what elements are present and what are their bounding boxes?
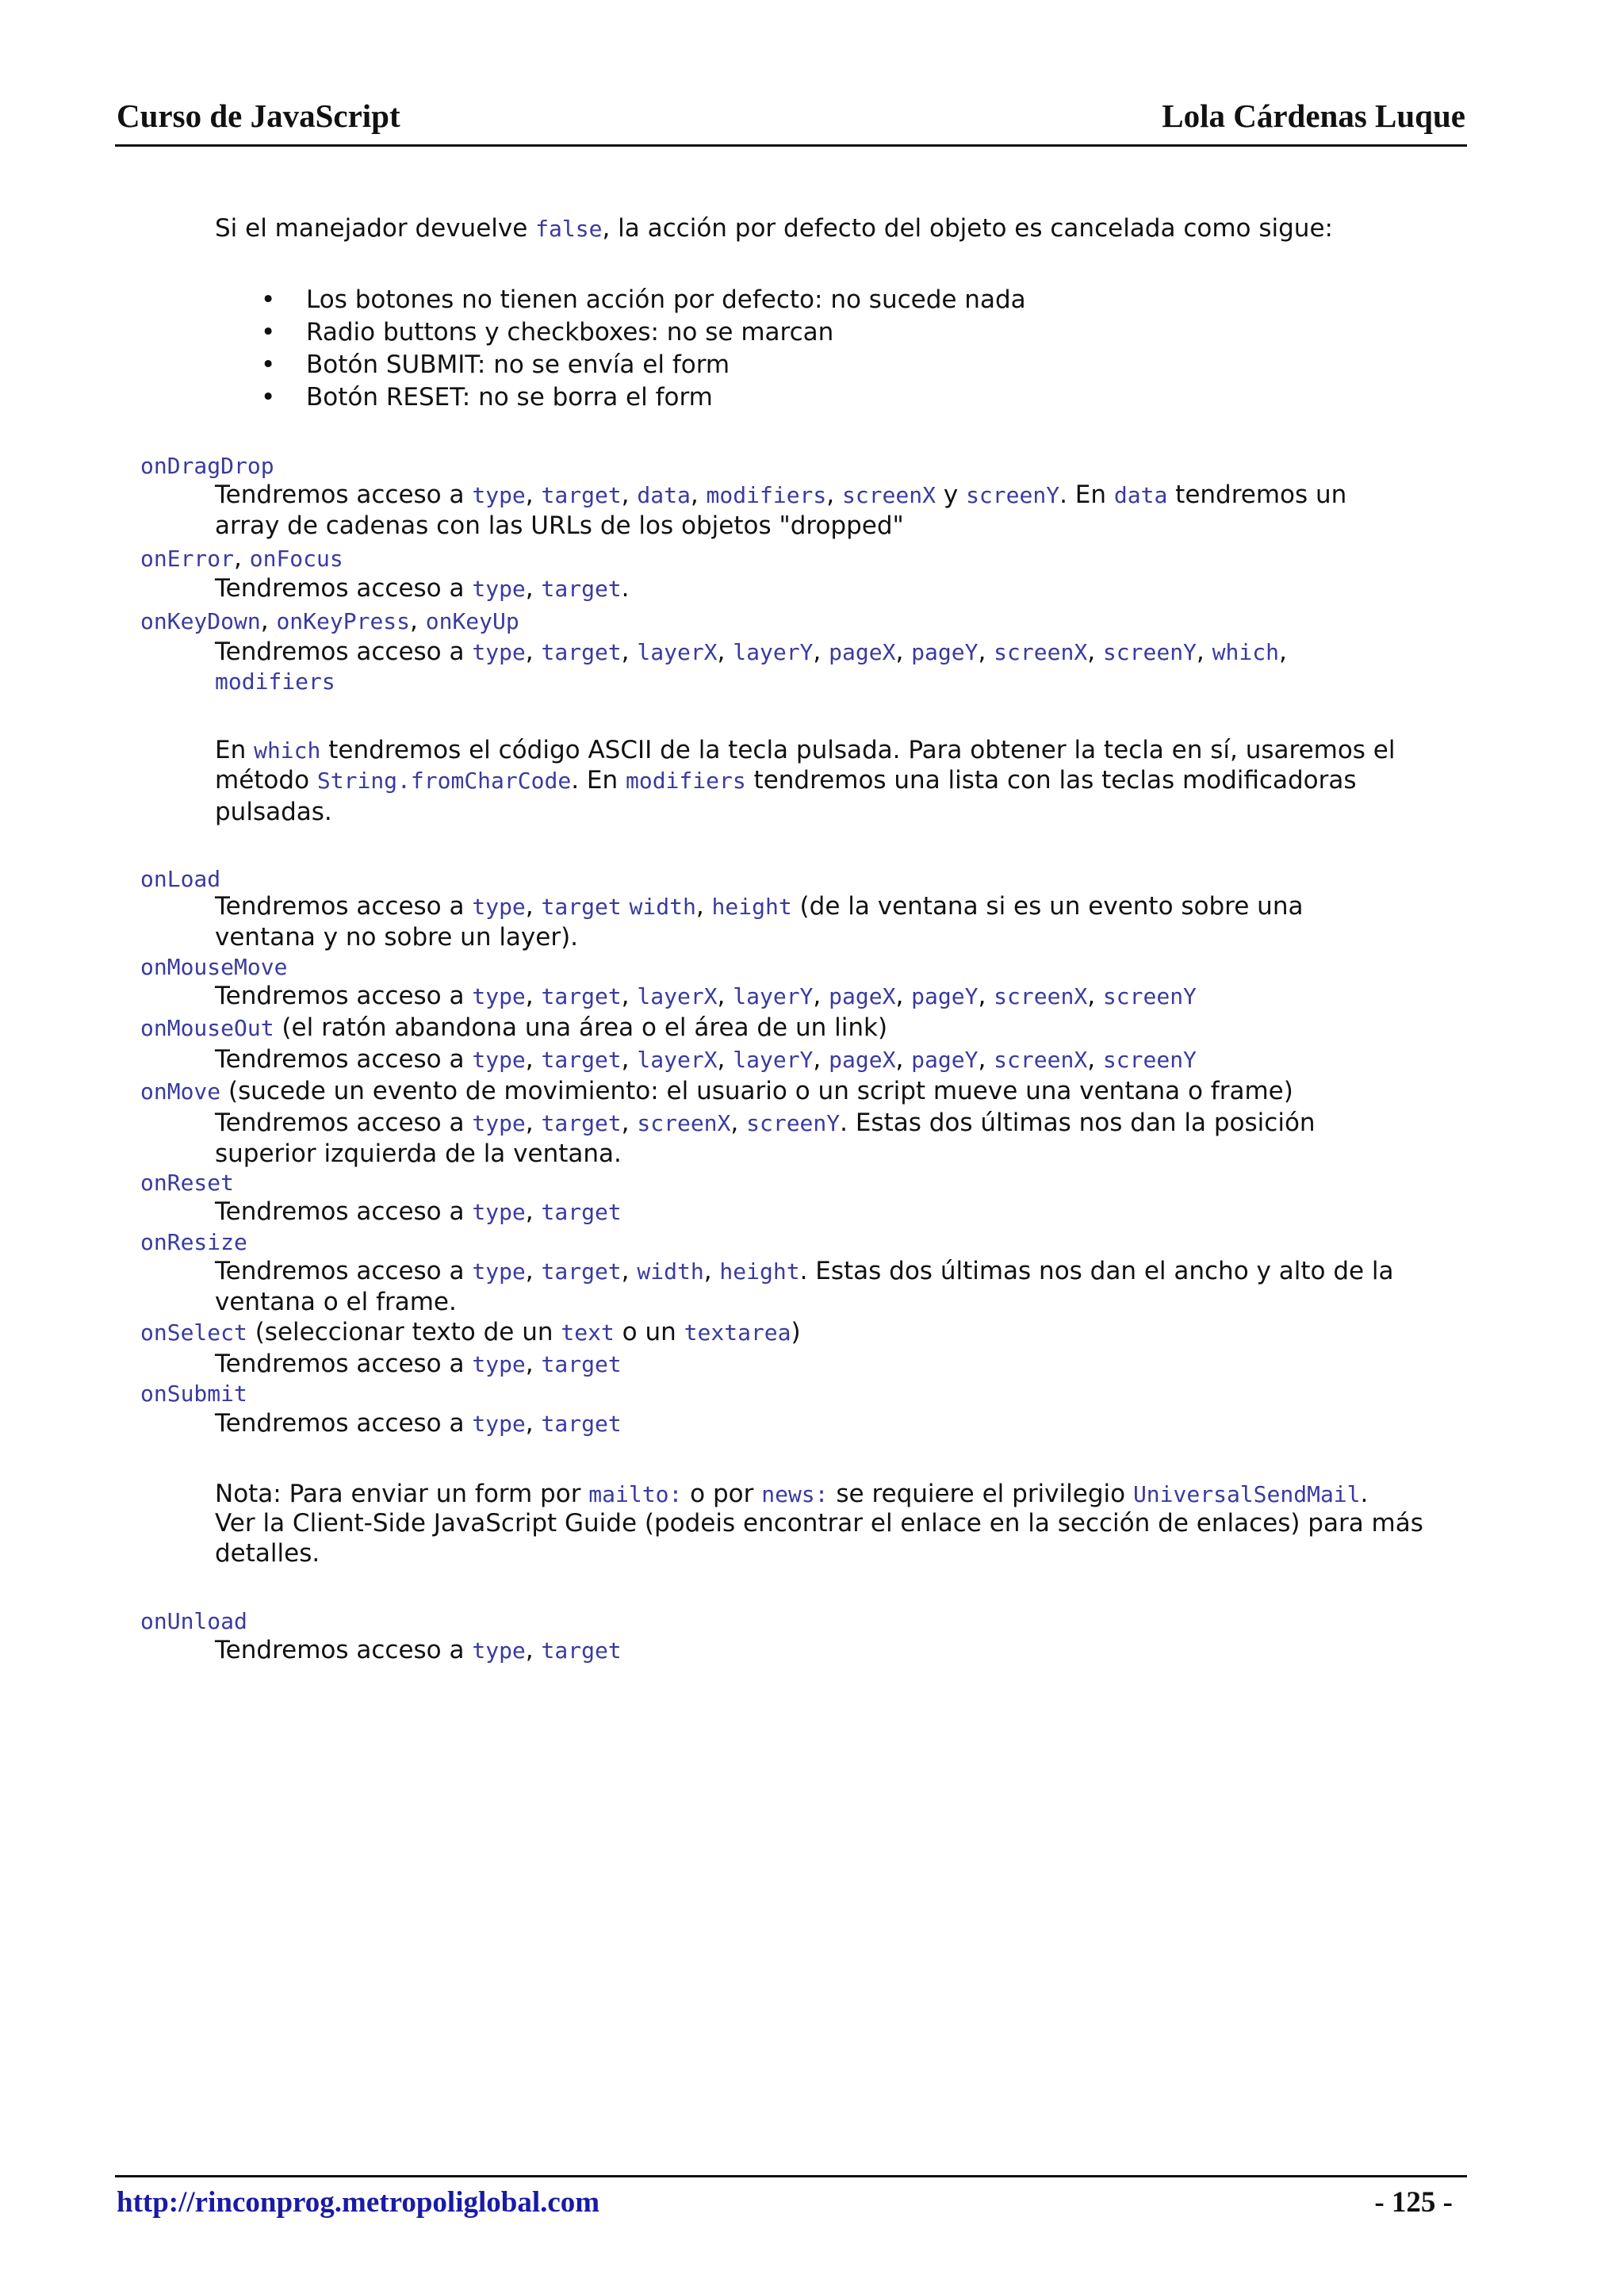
event-description-line2: ventana y no sobre un layer). bbox=[215, 923, 579, 952]
code-term: height bbox=[719, 1258, 800, 1285]
event-description-line2: ventana o el frame. bbox=[215, 1288, 457, 1316]
code-term: layerX bbox=[637, 1047, 718, 1073]
code-term: target bbox=[541, 639, 622, 665]
code-term: screenY bbox=[1102, 1047, 1197, 1073]
event-name-onerror-onfocus: onError, onFocus bbox=[140, 544, 343, 573]
page-header bbox=[115, 95, 1467, 147]
code-term: target bbox=[541, 1258, 622, 1285]
code-term: screenX bbox=[994, 1047, 1088, 1073]
event-description: Tendremos acceso a type, target, layerX, layerY, pageX, pageY, screenX, screenY bbox=[215, 982, 1197, 1010]
code-term: layerX bbox=[637, 983, 718, 1009]
code-term: pageX bbox=[829, 983, 896, 1009]
text: Tendremos acceso a bbox=[215, 481, 473, 509]
code-term: target bbox=[541, 894, 622, 920]
text: Tendremos acceso a bbox=[215, 1197, 473, 1226]
text: Si el manejador devuelve bbox=[215, 214, 536, 243]
code-term: textarea bbox=[684, 1319, 791, 1346]
event-name-onsubmit: onSubmit bbox=[140, 1381, 247, 1407]
bullet-icon: • bbox=[261, 383, 276, 412]
note-paragraph-line3: detalles. bbox=[215, 1539, 320, 1568]
code-term: which bbox=[254, 737, 321, 764]
code-term: modifiers bbox=[625, 768, 746, 794]
code-term: type bbox=[472, 482, 526, 508]
text: método bbox=[215, 766, 317, 795]
text: o por bbox=[682, 1480, 762, 1508]
text: tendremos un bbox=[1167, 481, 1347, 509]
code-term: target bbox=[541, 576, 622, 602]
code-term: screenY bbox=[1102, 639, 1197, 665]
event-description: Tendremos acceso a type, target width, height (de la ventana si es un evento sobre una bbox=[215, 892, 1304, 921]
code-term: screenY bbox=[1102, 983, 1197, 1009]
code-term: onKeyDown bbox=[140, 608, 261, 634]
page-number: - 125 - bbox=[1374, 2186, 1453, 2219]
list-item bbox=[261, 284, 1026, 316]
text: tendremos el código ASCII de la tecla pulsada. Para obtener la tecla en sí, usaremos el bbox=[320, 736, 1396, 764]
text: Tendremos acceso a bbox=[215, 892, 473, 921]
code-term: layerY bbox=[733, 1047, 814, 1073]
text: Tendremos acceso a bbox=[215, 638, 473, 666]
code-term: text bbox=[561, 1319, 615, 1346]
event-name-onkey: onKeyDown, onKeyPress, onKeyUp bbox=[140, 607, 519, 635]
list-item bbox=[261, 349, 730, 381]
site-link[interactable]: http://rinconprog.metropoliglobal.com bbox=[117, 2186, 600, 2219]
page-footer bbox=[115, 2175, 1467, 2233]
code-term: target bbox=[541, 1411, 622, 1437]
text: (de la ventana si es un evento sobre una bbox=[791, 892, 1304, 921]
text: (el ratón abandona una área o el área de un link) bbox=[274, 1013, 888, 1042]
event-description: Tendremos acceso a type, target bbox=[215, 1636, 622, 1664]
code-term: type bbox=[472, 639, 526, 665]
text: Tendremos acceso a bbox=[215, 1350, 473, 1378]
event-name-onmousemove: onMouseMove bbox=[140, 954, 288, 980]
event-description: Tendremos acceso a type, target bbox=[215, 1197, 622, 1226]
code-term: String.fromCharCode bbox=[316, 768, 572, 794]
code-term: pageY bbox=[911, 639, 979, 665]
which-paragraph bbox=[215, 734, 1396, 767]
code-term: pageX bbox=[829, 1047, 896, 1073]
event-description: Tendremos acceso a type, target bbox=[215, 1350, 622, 1378]
text: . bbox=[1360, 1480, 1369, 1508]
code-term: modifiers bbox=[706, 482, 827, 508]
event-name-onresize: onResize bbox=[140, 1229, 247, 1255]
event-description-line2: superior izquierda de la ventana. bbox=[215, 1139, 622, 1168]
code-term: height bbox=[711, 894, 792, 920]
text: . Estas dos últimas nos dan la posición bbox=[840, 1109, 1316, 1137]
text: . En bbox=[1059, 481, 1114, 509]
code-term: onKeyPress bbox=[276, 608, 411, 634]
bullet-text: Radio buttons y checkboxes: no se marcan bbox=[306, 318, 834, 347]
code-term: news: bbox=[761, 1481, 829, 1507]
code-term: onError bbox=[140, 546, 235, 572]
text: . En bbox=[571, 766, 626, 795]
code-term: onMove bbox=[140, 1078, 221, 1105]
code-term: layerY bbox=[733, 639, 814, 665]
code-term: screenX bbox=[841, 482, 936, 508]
code-term: UniversalSendMail bbox=[1132, 1481, 1361, 1507]
code-term: type bbox=[472, 1110, 526, 1136]
code-term: data bbox=[1113, 482, 1168, 508]
code-term: type bbox=[472, 983, 526, 1009]
code-term: screenX bbox=[994, 639, 1088, 665]
code-term: layerY bbox=[733, 983, 814, 1009]
document-title: Curso de JavaScript bbox=[117, 98, 400, 134]
text: ) bbox=[791, 1318, 801, 1346]
code-term: mailto: bbox=[588, 1481, 683, 1507]
code-term: pageY bbox=[911, 1047, 979, 1073]
text: (seleccionar texto de un bbox=[247, 1318, 561, 1346]
bullet-text: Los botones no tienen acción por defecto: no sucede nada bbox=[306, 285, 1026, 314]
list-item bbox=[261, 316, 834, 348]
code-term: data bbox=[637, 482, 691, 508]
event-name-onmouseout bbox=[140, 1012, 887, 1044]
code-term: screenY bbox=[746, 1110, 841, 1136]
code-term: type bbox=[472, 894, 526, 920]
bullet-text: Botón RESET: no se borra el form bbox=[306, 383, 713, 412]
bullet-text: Botón SUBMIT: no se envía el form bbox=[306, 350, 730, 379]
code-term: layerX bbox=[637, 639, 718, 665]
author-name: Lola Cárdenas Luque bbox=[1162, 98, 1465, 134]
code-term: type bbox=[472, 1637, 526, 1664]
code-term: target bbox=[541, 1351, 622, 1377]
code-term: type bbox=[472, 1258, 526, 1285]
code-term: which bbox=[1212, 639, 1279, 665]
event-description-line2: modifiers bbox=[215, 668, 335, 695]
code-term: width bbox=[637, 1258, 704, 1285]
event-name-ondragdrop: onDragDrop bbox=[140, 453, 274, 479]
which-paragraph-line3: pulsadas. bbox=[215, 798, 332, 826]
event-name-onunload: onUnload bbox=[140, 1608, 247, 1634]
code-term: type bbox=[472, 1411, 526, 1437]
text: En bbox=[215, 736, 255, 764]
text: . Estas dos últimas nos dan el ancho y alto de la bbox=[799, 1257, 1394, 1285]
code-term: onKeyUp bbox=[425, 608, 519, 634]
event-name-onreset: onReset bbox=[140, 1170, 235, 1196]
code-term: target bbox=[541, 1110, 622, 1136]
note-paragraph-line2: Ver la Client-Side JavaScript Guide (podeis encontrar el enlace en la sección de enlaces) para más bbox=[215, 1509, 1423, 1538]
text: se requiere el privilegio bbox=[828, 1480, 1133, 1508]
code-term: type bbox=[472, 1199, 526, 1225]
code-term: target bbox=[541, 1199, 622, 1225]
event-name-onmove bbox=[140, 1075, 1293, 1108]
event-description: Tendremos acceso a type, target, screenX, screenY. Estas dos últimas nos dan la posición bbox=[215, 1109, 1316, 1137]
event-description: Tendremos acceso a type, target bbox=[215, 1409, 622, 1438]
code-term: target bbox=[541, 482, 622, 508]
note-paragraph bbox=[215, 1478, 1368, 1511]
bullet-icon: • bbox=[261, 285, 276, 314]
which-paragraph-line2 bbox=[215, 764, 1357, 797]
code-term: screenX bbox=[994, 983, 1088, 1009]
code-term: screenY bbox=[966, 482, 1060, 508]
text: tendremos una lista con las teclas modificadoras bbox=[745, 766, 1357, 795]
intro-paragraph bbox=[215, 213, 1333, 245]
text: Tendremos acceso a bbox=[215, 574, 473, 603]
event-description: Tendremos acceso a type, target, width, height. Estas dos últimas nos dan el ancho y alto de la bbox=[215, 1257, 1394, 1285]
event-name-onload: onLoad bbox=[140, 866, 221, 892]
code-term: type bbox=[472, 1047, 526, 1073]
code-term: type bbox=[472, 1351, 526, 1377]
code-term: target bbox=[541, 1637, 622, 1664]
event-description-line2: array de cadenas con las URLs de los objetos "dropped" bbox=[215, 511, 904, 540]
text: Tendremos acceso a bbox=[215, 1409, 473, 1438]
text: o un bbox=[614, 1318, 684, 1346]
text: (sucede un evento de movimiento: el usuario o un script mueve una ventana o frame) bbox=[220, 1077, 1293, 1105]
code-term: target bbox=[541, 983, 622, 1009]
event-description: Tendremos acceso a type, target. bbox=[215, 574, 630, 603]
code-false: false bbox=[535, 216, 603, 242]
event-name-onselect bbox=[140, 1316, 801, 1349]
text: Tendremos acceso a bbox=[215, 1109, 473, 1137]
code-term: onMouseOut bbox=[140, 1015, 274, 1041]
event-description: Tendremos acceso a type, target, data, modifiers, screenX y screenY. En data tendremos un bbox=[215, 481, 1347, 509]
text: . bbox=[621, 574, 630, 603]
list-item bbox=[261, 381, 713, 413]
event-description: Tendremos acceso a type, target, layerX, layerY, pageX, pageY, screenX, screenY bbox=[215, 1045, 1197, 1074]
code-term: onSelect bbox=[140, 1319, 247, 1346]
code-term: screenX bbox=[637, 1110, 731, 1136]
code-term: type bbox=[472, 576, 526, 602]
bullet-icon: • bbox=[261, 350, 276, 379]
code-term: target bbox=[541, 1047, 622, 1073]
text: Tendremos acceso a bbox=[215, 1045, 473, 1074]
bullet-icon: • bbox=[261, 318, 276, 347]
text: , la acción por defecto del objeto es cancelada como sigue: bbox=[602, 214, 1333, 243]
code-term: pageX bbox=[829, 639, 896, 665]
code-term: pageY bbox=[911, 983, 979, 1009]
text: Tendremos acceso a bbox=[215, 1257, 473, 1285]
code-term: width bbox=[629, 894, 696, 920]
event-description: Tendremos acceso a type, target, layerX, layerY, pageX, pageY, screenX, screenY, which, bbox=[215, 638, 1287, 666]
code-term: onFocus bbox=[249, 546, 343, 572]
text: Tendremos acceso a bbox=[215, 1636, 473, 1664]
text: Tendremos acceso a bbox=[215, 982, 473, 1010]
text: y bbox=[936, 481, 967, 509]
text: Nota: Para enviar un form por bbox=[215, 1480, 589, 1508]
